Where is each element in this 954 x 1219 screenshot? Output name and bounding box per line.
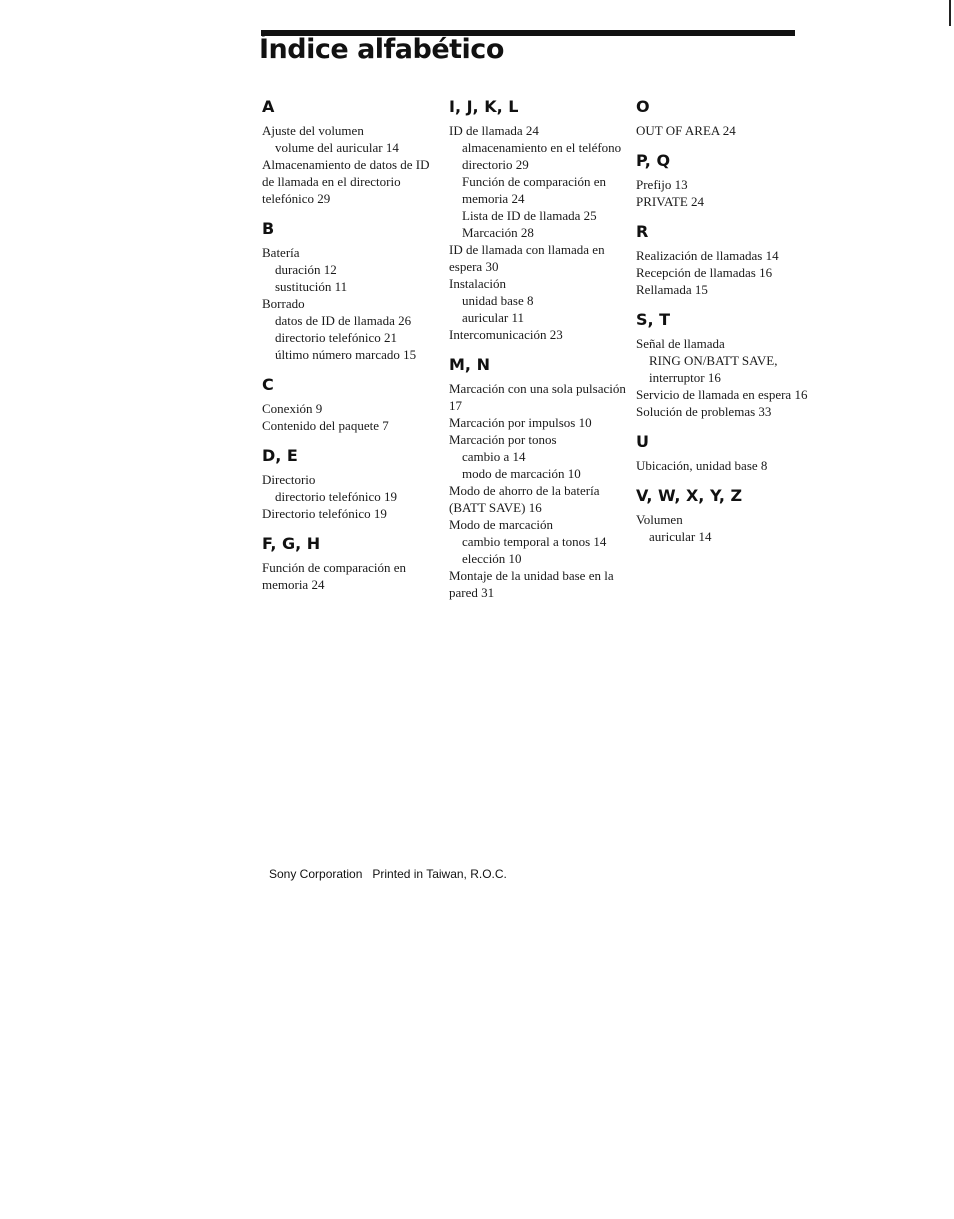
- index-entry: Intercomunicación 23: [449, 327, 563, 342]
- index-subentry: cambio temporal a tonos 14: [462, 534, 607, 549]
- index-entry: Montaje de la unidad base en la pared 31: [449, 568, 614, 600]
- page-title: Índice alfabético: [259, 34, 504, 65]
- index-entry: Recepción de llamadas 16: [636, 265, 773, 280]
- index-section: [262, 445, 438, 522]
- index-entry: Instalación: [449, 276, 507, 291]
- index-column-3: [636, 96, 816, 556]
- index-subentry: almacenamiento en el teléfono directorio 29: [462, 140, 622, 172]
- footer-imprint: [269, 867, 507, 881]
- index-subentry: RING ON/BATT SAVE, interruptor 16: [649, 353, 778, 385]
- index-subentry: Lista de ID de llamada 25: [462, 208, 597, 223]
- index-subentry: auricular 14: [649, 529, 712, 544]
- index-entry: Marcación con una sola pulsación 17: [449, 381, 626, 413]
- section-letter: U: [636, 432, 649, 451]
- index-entry: Borrado: [262, 296, 305, 311]
- index-subentry: último número marcado 15: [275, 347, 417, 362]
- section-letter: P, Q: [636, 151, 671, 170]
- index-entry: Servicio de llamada en espera 16: [636, 387, 808, 402]
- section-letter: V, W, X, Y, Z: [636, 486, 743, 505]
- index-section: [636, 221, 816, 298]
- index-subentry: Función de comparación en memoria 24: [462, 174, 607, 206]
- index-entry: Modo de ahorro de la batería (BATT SAVE) 16: [449, 483, 600, 515]
- index-entry: Contenido del paquete 7: [262, 418, 389, 433]
- section-letter: B: [262, 219, 275, 238]
- section-letter: M, N: [449, 355, 490, 374]
- index-subentry: volume del auricular 14: [275, 140, 399, 155]
- index-section: [636, 96, 816, 139]
- index-entry: Marcación por impulsos 10: [449, 415, 592, 430]
- index-entry: Volumen: [636, 512, 683, 527]
- index-section: [636, 150, 816, 210]
- index-entry: Ubicación, unidad base 8: [636, 458, 768, 473]
- section-letter: C: [262, 375, 274, 394]
- index-entry: Señal de llamada: [636, 336, 725, 351]
- footer-company: Sony Corporation: [269, 867, 363, 881]
- section-letter: I, J, K, L: [449, 97, 519, 116]
- index-section: [262, 96, 438, 207]
- index-entry: Modo de marcación: [449, 517, 553, 532]
- index-section: [636, 431, 816, 474]
- index-entry: OUT OF AREA 24: [636, 123, 736, 138]
- index-subentry: cambio a 14: [462, 449, 526, 464]
- index-entry: Directorio telefónico 19: [262, 506, 387, 521]
- index-subentry: auricular 11: [462, 310, 524, 325]
- index-section: [262, 218, 438, 363]
- index-section: [636, 485, 816, 545]
- index-entry: Almacenamiento de datos de ID de llamada en el directorio telefónico 29: [262, 157, 430, 206]
- index-subentry: elección 10: [462, 551, 522, 566]
- section-letter: R: [636, 222, 649, 241]
- index-section: [262, 533, 438, 593]
- section-letter: O: [636, 97, 650, 116]
- index-entry: Función de comparación en memoria 24: [262, 560, 407, 592]
- index-subentry: unidad base 8: [462, 293, 534, 308]
- index-subentry: sustitución 11: [275, 279, 348, 294]
- index-section: [636, 309, 816, 420]
- index-entry: Realización de llamadas 14: [636, 248, 779, 263]
- section-letter: D, E: [262, 446, 298, 465]
- page-edge-mark: [949, 0, 951, 26]
- index-entry: Rellamada 15: [636, 282, 708, 297]
- index-entry: Ajuste del volumen: [262, 123, 364, 138]
- index-subentry: duración 12: [275, 262, 337, 277]
- index-column-1: [262, 96, 438, 604]
- index-column-2: [449, 96, 629, 612]
- index-section: [449, 354, 629, 601]
- index-entry: Batería: [262, 245, 300, 260]
- index-entry: Prefijo 13: [636, 177, 688, 192]
- index-subentry: directorio telefónico 21: [275, 330, 398, 345]
- index-section: [449, 96, 629, 343]
- index-entry: ID de llamada con llamada en espera 30: [449, 242, 605, 274]
- index-entry: Marcación por tonos: [449, 432, 557, 447]
- index-entry: Conexión 9: [262, 401, 323, 416]
- section-letter: F, G, H: [262, 534, 321, 553]
- index-entry: PRIVATE 24: [636, 194, 705, 209]
- section-letter: A: [262, 97, 275, 116]
- section-letter: S, T: [636, 310, 671, 329]
- index-entry: Solución de problemas 33: [636, 404, 772, 419]
- index-subentry: directorio telefónico 19: [275, 489, 398, 504]
- index-subentry: Marcación 28: [462, 225, 534, 240]
- footer-printed: Printed in Taiwan, R.O.C.: [372, 867, 507, 881]
- index-entry: Directorio: [262, 472, 316, 487]
- index-subentry: modo de marcación 10: [462, 466, 581, 481]
- index-section: [262, 374, 438, 434]
- index-subentry: datos de ID de llamada 26: [275, 313, 412, 328]
- index-entry: ID de llamada 24: [449, 123, 539, 138]
